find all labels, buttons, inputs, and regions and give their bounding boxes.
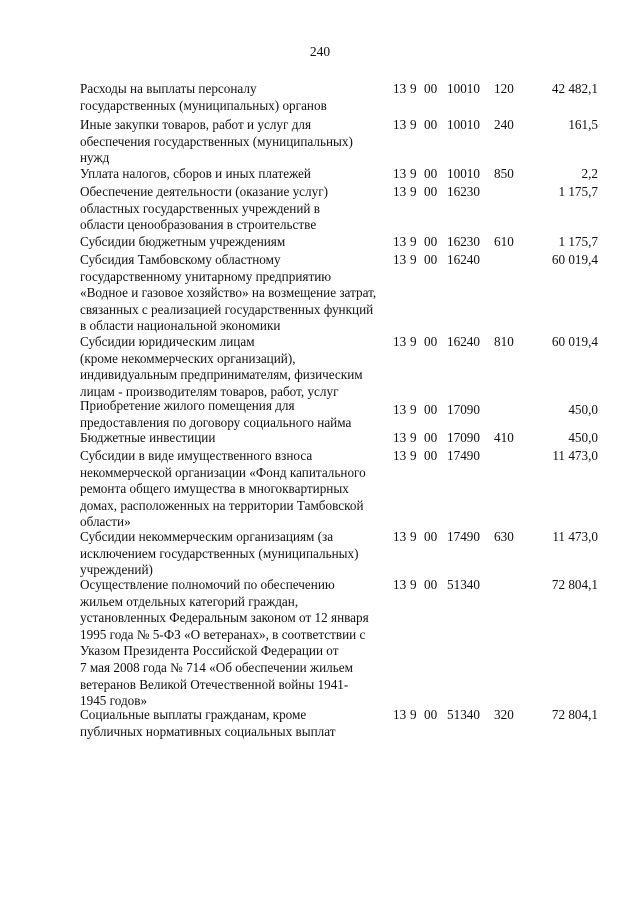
code-subprogram: 00 bbox=[424, 334, 438, 349]
code-program: 9 bbox=[410, 448, 417, 463]
row-description: Субсидия Тамбовскому областному государственному унитарному предприятию «Водное и газовое хозяйство» на возмещение затрат, связанных с реализацией государственных функций в области национальной экономики bbox=[80, 252, 377, 334]
code-program: 9 bbox=[410, 166, 417, 181]
code-section: 13 bbox=[393, 529, 407, 544]
code-program: 9 bbox=[410, 234, 417, 249]
code-expense-type: 610 bbox=[494, 234, 514, 249]
code-section: 13 bbox=[393, 234, 407, 249]
row-amount: 450,0 bbox=[568, 430, 598, 445]
code-subprogram: 00 bbox=[424, 577, 438, 592]
code-subprogram: 00 bbox=[424, 430, 438, 445]
row-description: Субсидии юридическим лицам (кроме некоммерческих организаций), индивидуальным предпринимателям, физическим лицам - производителям товаров, работ, услуг bbox=[80, 334, 363, 399]
code-expense-type: 320 bbox=[494, 707, 514, 722]
code-program: 9 bbox=[410, 81, 417, 96]
row-amount: 72 804,1 bbox=[551, 707, 598, 722]
code-subprogram: 00 bbox=[424, 707, 438, 722]
row-description: Расходы на выплаты персоналу государственных (муниципальных) органов bbox=[80, 81, 327, 113]
row-description: Осуществление полномочий по обеспечению жильем отдельных категорий граждан, установленных Федеральным законом от 12 января 1995 года № 5-ФЗ «О ветеранах», в соответствии с Указом Президента Российской Федерации от 7 мая 2008 года № 714 «Об обеспечении жильем ветеранов Великой Отечественной войны 1941- 1945 годов» bbox=[80, 577, 369, 709]
row-description: Иные закупки товаров, работ и услуг для обеспечения государственных (муниципальных) нужд bbox=[80, 117, 353, 166]
code-expense-type: 410 bbox=[494, 430, 514, 445]
code-section: 13 bbox=[393, 448, 407, 463]
code-subprogram: 00 bbox=[424, 252, 438, 267]
code-direction: 16230 bbox=[447, 234, 480, 249]
code-program: 9 bbox=[410, 252, 417, 267]
code-section: 13 bbox=[393, 117, 407, 132]
code-section: 13 bbox=[393, 430, 407, 445]
code-direction: 16230 bbox=[447, 184, 480, 199]
code-section: 13 bbox=[393, 707, 407, 722]
code-direction: 16240 bbox=[447, 334, 480, 349]
row-amount: 11 473,0 bbox=[552, 529, 598, 544]
row-description: Обеспечение деятельности (оказание услуг) областных государственных учреждений в области ценообразования в строительстве bbox=[80, 184, 329, 233]
code-subprogram: 00 bbox=[424, 117, 438, 132]
code-subprogram: 00 bbox=[424, 81, 438, 96]
row-amount: 72 804,1 bbox=[551, 577, 598, 592]
row-amount: 161,5 bbox=[568, 117, 598, 132]
row-amount: 60 019,4 bbox=[551, 334, 598, 349]
code-program: 9 bbox=[410, 430, 417, 445]
code-direction: 17090 bbox=[447, 402, 480, 417]
code-program: 9 bbox=[410, 577, 417, 592]
code-section: 13 bbox=[393, 81, 407, 96]
code-program: 9 bbox=[410, 117, 417, 132]
row-description: Социальные выплаты гражданам, кроме публичных нормативных социальных выплат bbox=[80, 707, 336, 739]
code-section: 13 bbox=[393, 166, 407, 181]
row-description: Субсидии бюджетным учреждениям bbox=[80, 234, 286, 249]
code-direction: 17490 bbox=[447, 529, 480, 544]
code-subprogram: 00 bbox=[424, 529, 438, 544]
code-expense-type: 120 bbox=[494, 81, 514, 96]
code-expense-type: 630 bbox=[494, 529, 514, 544]
code-direction: 10010 bbox=[447, 117, 480, 132]
code-expense-type: 810 bbox=[494, 334, 514, 349]
code-direction: 51340 bbox=[447, 707, 480, 722]
code-section: 13 bbox=[393, 334, 407, 349]
row-amount: 2,2 bbox=[581, 166, 598, 181]
row-amount: 60 019,4 bbox=[551, 252, 598, 267]
code-expense-type: 240 bbox=[494, 117, 514, 132]
code-program: 9 bbox=[410, 184, 417, 199]
code-section: 13 bbox=[393, 184, 407, 199]
row-description: Субсидии некоммерческим организациям (за исключением государственных (муниципальных) учреждений) bbox=[80, 529, 359, 578]
row-description: Приобретение жилого помещения для предоставления по договору социального найма bbox=[80, 398, 352, 430]
code-direction: 17090 bbox=[447, 430, 480, 445]
code-section: 13 bbox=[393, 577, 407, 592]
row-description: Уплата налогов, сборов и иных платежей bbox=[80, 166, 311, 181]
row-amount: 11 473,0 bbox=[552, 448, 598, 463]
code-direction: 10010 bbox=[447, 166, 480, 181]
code-direction: 17490 bbox=[447, 448, 480, 463]
code-subprogram: 00 bbox=[424, 402, 438, 417]
code-subprogram: 00 bbox=[424, 234, 438, 249]
code-subprogram: 00 bbox=[424, 166, 438, 181]
row-amount: 450,0 bbox=[568, 402, 598, 417]
code-program: 9 bbox=[410, 529, 417, 544]
code-section: 13 bbox=[393, 252, 407, 267]
code-program: 9 bbox=[410, 334, 417, 349]
row-amount: 1 175,7 bbox=[558, 234, 598, 249]
code-section: 13 bbox=[393, 402, 407, 417]
row-amount: 42 482,1 bbox=[551, 81, 598, 96]
page-number: 240 bbox=[309, 44, 331, 59]
row-description: Бюджетные инвестиции bbox=[80, 430, 216, 445]
code-direction: 10010 bbox=[447, 81, 480, 96]
row-description: Субсидии в виде имущественного взноса некоммерческой организации «Фонд капитального ремонта общего имущества в многоквартирных домах, расположенных на территории Тамбовской области» bbox=[80, 448, 366, 530]
code-direction: 51340 bbox=[447, 577, 480, 592]
row-amount: 1 175,7 bbox=[558, 184, 598, 199]
code-expense-type: 850 bbox=[494, 166, 514, 181]
code-subprogram: 00 bbox=[424, 184, 438, 199]
code-direction: 16240 bbox=[447, 252, 480, 267]
code-program: 9 bbox=[410, 707, 417, 722]
code-subprogram: 00 bbox=[424, 448, 438, 463]
code-program: 9 bbox=[410, 402, 417, 417]
